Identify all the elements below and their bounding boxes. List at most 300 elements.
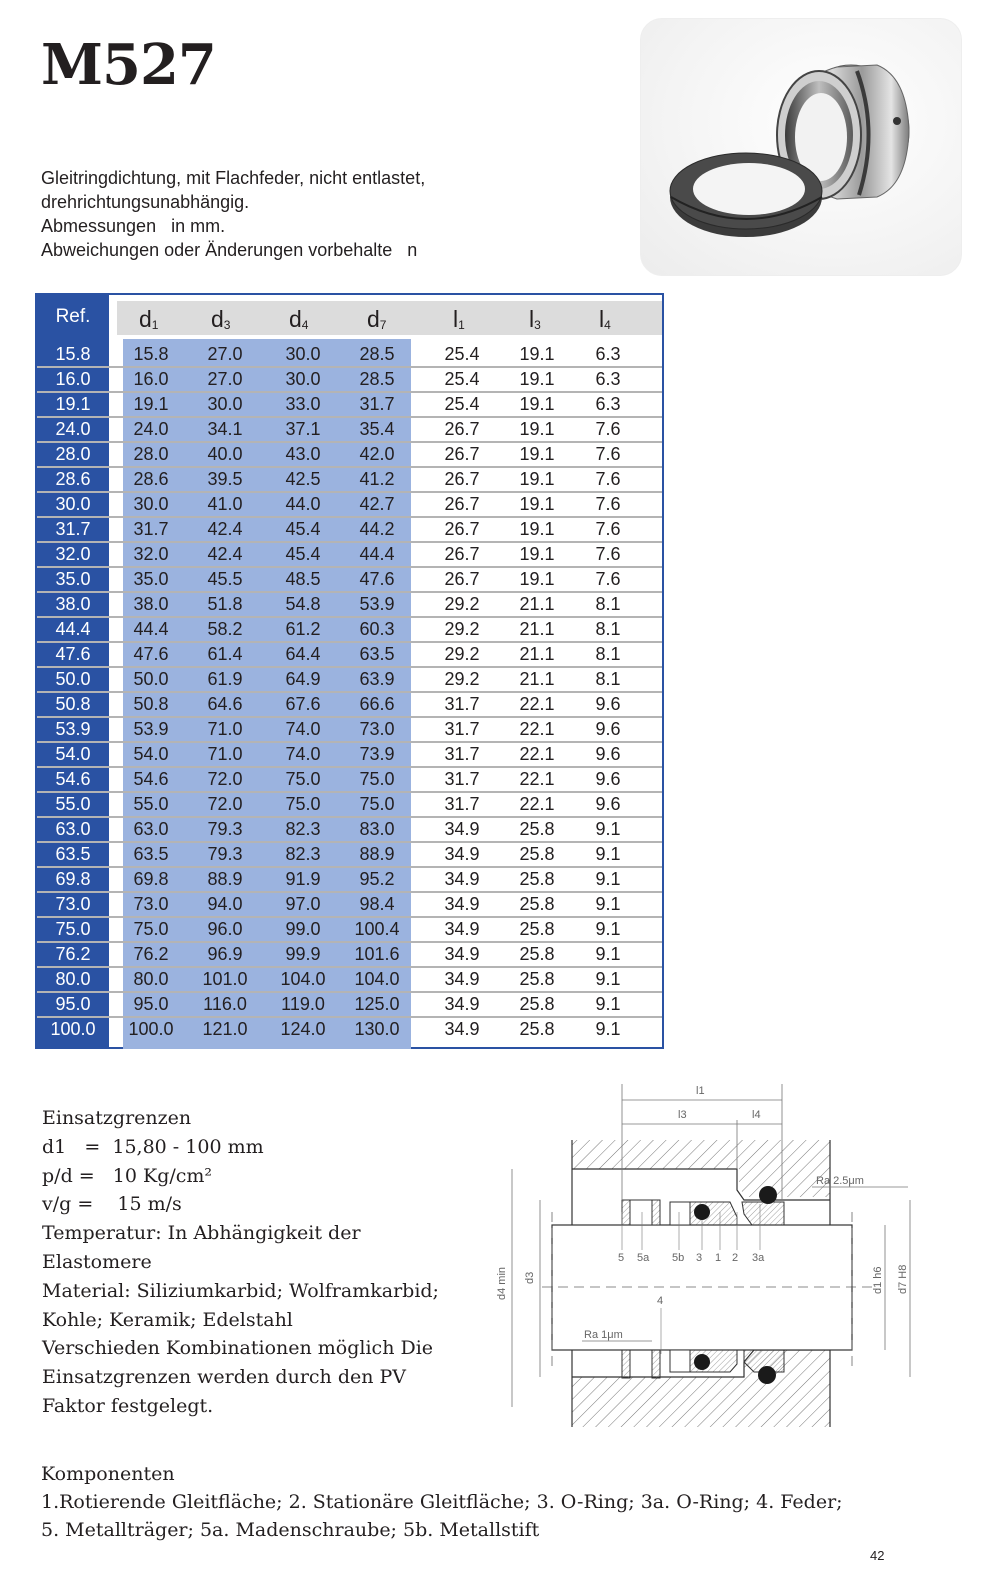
value-cell: 25.8: [519, 944, 555, 964]
value-cell: 100.4: [354, 919, 400, 939]
value-cell: 19.1: [519, 419, 555, 439]
table-row: [37, 842, 662, 867]
value-cell: 96.0: [207, 919, 243, 939]
value-cell: 37.1: [285, 419, 321, 439]
ref-cell: 63.5: [55, 844, 91, 864]
ref-cell: 73.0: [55, 894, 91, 914]
value-cell: 28.5: [359, 369, 395, 389]
ref-cell: 15.8: [55, 344, 91, 364]
value-cell: 34.9: [444, 944, 480, 964]
value-cell: 7.6: [595, 419, 621, 439]
header-l3: [529, 301, 541, 335]
operating-limits: [42, 1104, 439, 1421]
limits-line: p/d = 10 Kg/cm²: [42, 1164, 213, 1187]
value-cell: 6.3: [595, 394, 621, 414]
value-cell: 19.1: [519, 344, 555, 364]
table-header: [37, 295, 662, 339]
table-row: [37, 417, 662, 442]
value-cell: 9.1: [595, 894, 621, 914]
value-cell: 26.7: [444, 494, 480, 514]
value-cell: 38.0: [133, 594, 169, 614]
value-cell: 67.6: [285, 694, 321, 714]
value-cell: 50.8: [133, 694, 169, 714]
value-cell: 19.1: [519, 494, 555, 514]
table-row: [37, 592, 662, 617]
header-d3: [211, 301, 230, 335]
value-cell: 31.7: [444, 744, 480, 764]
table-row: [37, 517, 662, 542]
header-base: d: [367, 306, 380, 332]
value-cell: 29.2: [444, 619, 480, 639]
value-cell: 7.6: [595, 444, 621, 464]
value-cell: 60.3: [359, 619, 395, 639]
dim-l4: l4: [752, 1109, 761, 1121]
mechanical-seal-photo-icon: [641, 19, 961, 275]
ref-cell: 63.0: [55, 819, 91, 839]
value-cell: 9.6: [595, 694, 621, 714]
header-sub: 3: [223, 318, 231, 332]
table-row: [37, 667, 662, 692]
ref-cell: 76.2: [55, 944, 91, 964]
table-row: [37, 867, 662, 892]
components-line: 5. Metallträger; 5a. Madenschraube; 5b. Metallstift: [41, 1519, 540, 1541]
value-cell: 16.0: [133, 369, 169, 389]
value-cell: 25.8: [519, 919, 555, 939]
value-cell: 19.1: [133, 394, 169, 414]
description-line: Abweichungen oder Änderungen vorbehalte n: [41, 240, 418, 260]
value-cell: 82.3: [285, 819, 321, 839]
table-row: [37, 1017, 662, 1042]
value-cell: 54.8: [285, 594, 321, 614]
header-base: d: [139, 306, 152, 332]
value-cell: 88.9: [207, 869, 243, 889]
value-cell: 99.9: [285, 944, 321, 964]
table-row: [37, 767, 662, 792]
table-row: [37, 442, 662, 467]
value-cell: 27.0: [207, 344, 243, 364]
value-cell: 98.4: [359, 894, 395, 914]
table-row: [37, 492, 662, 517]
value-cell: 32.0: [133, 544, 169, 564]
dim-d7-h8: d7 H8: [897, 1264, 909, 1294]
value-cell: 44.4: [133, 619, 169, 639]
dim-l1: l1: [696, 1085, 705, 1097]
value-cell: 28.0: [133, 444, 169, 464]
value-cell: 34.9: [444, 1019, 480, 1039]
ref-cell: 28.6: [55, 469, 91, 489]
value-cell: 101.0: [202, 969, 248, 989]
value-cell: 25.8: [519, 844, 555, 864]
value-cell: 30.0: [207, 394, 243, 414]
header-base: l: [599, 306, 605, 332]
limits-line: Einsatzgrenzen werden durch den PV: [42, 1366, 407, 1389]
value-cell: 72.0: [207, 794, 243, 814]
ref-cell: 100.0: [50, 1019, 96, 1039]
value-cell: 71.0: [207, 719, 243, 739]
value-cell: 30.0: [133, 494, 169, 514]
value-cell: 44.4: [359, 544, 395, 564]
value-cell: 96.9: [207, 944, 243, 964]
value-cell: 9.1: [595, 844, 621, 864]
limits-line: d1 = 15,80 - 100 mm: [42, 1135, 264, 1158]
value-cell: 31.7: [444, 719, 480, 739]
value-cell: 22.1: [519, 744, 555, 764]
header-sub: 1: [151, 318, 159, 332]
ref-cell: 24.0: [55, 419, 91, 439]
value-cell: 9.6: [595, 794, 621, 814]
ref-cell: 95.0: [55, 994, 91, 1014]
value-cell: 35.4: [359, 419, 395, 439]
value-cell: 26.7: [444, 569, 480, 589]
value-cell: 9.1: [595, 819, 621, 839]
value-cell: 25.8: [519, 894, 555, 914]
value-cell: 9.1: [595, 1019, 621, 1039]
value-cell: 47.6: [359, 569, 395, 589]
value-cell: 94.0: [207, 894, 243, 914]
value-cell: 35.0: [133, 569, 169, 589]
value-cell: 25.8: [519, 969, 555, 989]
table-row: [37, 392, 662, 417]
limits-line: Material: Siliziumkarbid; Wolframkarbid;: [42, 1279, 439, 1302]
value-cell: 53.9: [359, 594, 395, 614]
seal-cross-section-icon: [492, 1072, 912, 1432]
value-cell: 22.1: [519, 769, 555, 789]
value-cell: 64.4: [285, 644, 321, 664]
value-cell: 130.0: [354, 1019, 400, 1039]
value-cell: 83.0: [359, 819, 395, 839]
table-row: [37, 742, 662, 767]
value-cell: 22.1: [519, 694, 555, 714]
ref-cell: 50.0: [55, 669, 91, 689]
value-cell: 73.0: [133, 894, 169, 914]
value-cell: 75.0: [359, 769, 395, 789]
value-cell: 22.1: [519, 719, 555, 739]
ref-cell: 30.0: [55, 494, 91, 514]
limits-line: Kohle; Keramik; Edelstahl: [42, 1308, 293, 1331]
part-label-4: 4: [657, 1295, 664, 1307]
value-cell: 44.0: [285, 494, 321, 514]
value-cell: 21.1: [519, 669, 555, 689]
value-cell: 34.9: [444, 844, 480, 864]
value-cell: 95.0: [133, 994, 169, 1014]
table-row: [37, 942, 662, 967]
value-cell: 26.7: [444, 544, 480, 564]
value-cell: 75.0: [285, 794, 321, 814]
value-cell: 34.9: [444, 994, 480, 1014]
value-cell: 8.1: [595, 644, 621, 664]
ref-cell: 53.9: [55, 719, 91, 739]
part-label: 5: [618, 1252, 625, 1264]
table-row: [37, 567, 662, 592]
value-cell: 42.7: [359, 494, 395, 514]
value-cell: 58.2: [207, 619, 243, 639]
value-cell: 45.4: [285, 544, 321, 564]
value-cell: 31.7: [444, 769, 480, 789]
table-row: [37, 342, 662, 367]
value-cell: 73.9: [359, 744, 395, 764]
header-d1: [139, 301, 158, 335]
value-cell: 45.4: [285, 519, 321, 539]
header-l1: [453, 301, 465, 335]
ref-cell: 55.0: [55, 794, 91, 814]
table-row: [37, 817, 662, 842]
value-cell: 99.0: [285, 919, 321, 939]
value-cell: 80.0: [133, 969, 169, 989]
value-cell: 7.6: [595, 469, 621, 489]
value-cell: 21.1: [519, 644, 555, 664]
value-cell: 121.0: [202, 1019, 248, 1039]
value-cell: 72.0: [207, 769, 243, 789]
value-cell: 34.9: [444, 969, 480, 989]
product-description: [41, 166, 425, 262]
part-label: 3: [696, 1252, 703, 1264]
value-cell: 15.8: [133, 344, 169, 364]
value-cell: 55.0: [133, 794, 169, 814]
value-cell: 40.0: [207, 444, 243, 464]
value-cell: 34.9: [444, 894, 480, 914]
description-line: Abmessungen in mm.: [41, 216, 226, 236]
value-cell: 34.9: [444, 869, 480, 889]
value-cell: 25.4: [444, 344, 480, 364]
value-cell: 26.7: [444, 444, 480, 464]
header-d7: [367, 301, 386, 335]
value-cell: 50.0: [133, 669, 169, 689]
page-number: 42: [870, 1548, 885, 1563]
technical-drawing: [492, 1072, 912, 1432]
ref-cell: 75.0: [55, 919, 91, 939]
value-cell: 75.0: [133, 919, 169, 939]
value-cell: 29.2: [444, 594, 480, 614]
table-row: [37, 467, 662, 492]
ref-cell: 28.0: [55, 444, 91, 464]
value-cell: 73.0: [359, 719, 395, 739]
table-row: [37, 992, 662, 1017]
limits-line: Einsatzgrenzen: [42, 1107, 192, 1129]
table-row: [37, 967, 662, 992]
value-cell: 61.4: [207, 644, 243, 664]
value-cell: 9.1: [595, 919, 621, 939]
value-cell: 29.2: [444, 644, 480, 664]
value-cell: 27.0: [207, 369, 243, 389]
value-cell: 34.9: [444, 819, 480, 839]
header-d4: [289, 301, 308, 335]
value-cell: 42.5: [285, 469, 321, 489]
value-cell: 9.1: [595, 869, 621, 889]
limits-line: v/g = 15 m/s: [42, 1193, 182, 1216]
value-cell: 9.6: [595, 719, 621, 739]
value-cell: 19.1: [519, 394, 555, 414]
value-cell: 61.9: [207, 669, 243, 689]
value-cell: 75.0: [285, 769, 321, 789]
limits-line: Elastomere: [42, 1250, 152, 1273]
value-cell: 104.0: [354, 969, 400, 989]
value-cell: 30.0: [285, 369, 321, 389]
value-cell: 9.6: [595, 769, 621, 789]
value-cell: 125.0: [354, 994, 400, 1014]
components-line: 1.Rotierende Gleitfläche; 2. Stationäre Gleitfläche; 3. O-Ring; 3a. O-Ring; 4. Feder;: [41, 1491, 843, 1513]
value-cell: 53.9: [133, 719, 169, 739]
value-cell: 19.1: [519, 519, 555, 539]
value-cell: 6.3: [595, 369, 621, 389]
value-cell: 74.0: [285, 719, 321, 739]
value-cell: 54.0: [133, 744, 169, 764]
value-cell: 100.0: [128, 1019, 174, 1039]
value-cell: 79.3: [207, 819, 243, 839]
header-base: l: [453, 306, 459, 332]
value-cell: 8.1: [595, 594, 621, 614]
header-sub: 4: [301, 318, 309, 332]
ref-cell: 44.4: [55, 619, 91, 639]
dimensions-table: [35, 293, 664, 1049]
value-cell: 21.1: [519, 594, 555, 614]
ref-cell: 69.8: [55, 869, 91, 889]
value-cell: 9.1: [595, 969, 621, 989]
value-cell: 34.9: [444, 919, 480, 939]
value-cell: 28.6: [133, 469, 169, 489]
value-cell: 124.0: [280, 1019, 326, 1039]
components-heading: Komponenten: [41, 1463, 175, 1485]
limits-line: Verschieden Kombinationen möglich Die: [42, 1337, 434, 1360]
table-row: [37, 642, 662, 667]
header-sub: 4: [604, 318, 611, 332]
value-cell: 9.6: [595, 744, 621, 764]
value-cell: 97.0: [285, 894, 321, 914]
header-base: d: [211, 306, 224, 332]
value-cell: 43.0: [285, 444, 321, 464]
header-sub: 1: [458, 318, 465, 332]
value-cell: 25.8: [519, 994, 555, 1014]
value-cell: 45.5: [207, 569, 243, 589]
part-label: 5b: [672, 1252, 685, 1264]
value-cell: 28.5: [359, 344, 395, 364]
header-l4: [599, 301, 611, 335]
value-cell: 69.8: [133, 869, 169, 889]
value-cell: 42.0: [359, 444, 395, 464]
value-cell: 104.0: [280, 969, 326, 989]
value-cell: 29.2: [444, 669, 480, 689]
value-cell: 66.6: [359, 694, 395, 714]
value-cell: 48.5: [285, 569, 321, 589]
table-row: [37, 892, 662, 917]
value-cell: 101.6: [354, 944, 400, 964]
value-cell: 9.1: [595, 994, 621, 1014]
ref-cell: 50.8: [55, 694, 91, 714]
ref-cell: 31.7: [55, 519, 91, 539]
ref-cell: 35.0: [55, 569, 91, 589]
value-cell: 82.3: [285, 844, 321, 864]
components-list: [41, 1460, 843, 1544]
dim-d4-min: d4 min: [496, 1266, 508, 1300]
value-cell: 22.1: [519, 794, 555, 814]
limits-line: Temperatur: In Abhängigkeit der: [42, 1222, 361, 1245]
value-cell: 31.7: [133, 519, 169, 539]
value-cell: 75.0: [359, 794, 395, 814]
header-sub: 3: [534, 318, 541, 332]
value-cell: 19.1: [519, 544, 555, 564]
header-sub: 7: [379, 318, 387, 332]
description-line: drehrichtungsunabhängig.: [41, 192, 250, 212]
value-cell: 19.1: [519, 569, 555, 589]
value-cell: 41.2: [359, 469, 395, 489]
value-cell: 63.5: [359, 644, 395, 664]
value-cell: 39.5: [207, 469, 243, 489]
value-cell: 7.6: [595, 494, 621, 514]
value-cell: 19.1: [519, 369, 555, 389]
ref-cell: 32.0: [55, 544, 91, 564]
table-row: [37, 792, 662, 817]
value-cell: 79.3: [207, 844, 243, 864]
part-label: 2: [732, 1252, 739, 1264]
roughness-bottom: Ra 1μm: [584, 1329, 623, 1341]
ref-cell: 47.6: [55, 644, 91, 664]
table-row: [37, 367, 662, 392]
value-cell: 19.1: [519, 444, 555, 464]
value-cell: 31.7: [444, 794, 480, 814]
value-cell: 64.6: [207, 694, 243, 714]
product-photo: [640, 18, 962, 276]
ref-cell: 80.0: [55, 969, 91, 989]
roughness-top: Ra 2.5μm: [816, 1175, 864, 1187]
value-cell: 33.0: [285, 394, 321, 414]
value-cell: 19.1: [519, 469, 555, 489]
value-cell: 31.7: [359, 394, 395, 414]
value-cell: 42.4: [207, 519, 243, 539]
value-cell: 41.0: [207, 494, 243, 514]
value-cell: 64.9: [285, 669, 321, 689]
value-cell: 25.8: [519, 1019, 555, 1039]
ref-cell: 19.1: [55, 394, 91, 414]
header-base: l: [529, 306, 535, 332]
table-row: [37, 917, 662, 942]
value-cell: 74.0: [285, 744, 321, 764]
value-cell: 26.7: [444, 469, 480, 489]
table-row: [37, 542, 662, 567]
limits-line: Faktor festgelegt.: [42, 1394, 214, 1417]
value-cell: 31.7: [444, 694, 480, 714]
value-cell: 71.0: [207, 744, 243, 764]
value-cell: 8.1: [595, 669, 621, 689]
value-cell: 21.1: [519, 619, 555, 639]
header-base: d: [289, 306, 302, 332]
part-label: 5a: [637, 1252, 650, 1264]
header-columns: [117, 301, 662, 335]
table-row: [37, 717, 662, 742]
value-cell: 25.8: [519, 819, 555, 839]
part-label: 1: [715, 1252, 722, 1264]
value-cell: 51.8: [207, 594, 243, 614]
value-cell: 25.4: [444, 369, 480, 389]
value-cell: 119.0: [281, 994, 325, 1014]
value-cell: 63.5: [133, 844, 169, 864]
value-cell: 63.0: [133, 819, 169, 839]
value-cell: 34.1: [207, 419, 243, 439]
value-cell: 63.9: [359, 669, 395, 689]
value-cell: 9.1: [595, 944, 621, 964]
part-label: 3a: [752, 1252, 765, 1264]
value-cell: 47.6: [133, 644, 169, 664]
dim-d3: d3: [524, 1271, 536, 1284]
product-title: M527: [41, 32, 216, 98]
value-cell: 76.2: [133, 944, 169, 964]
ref-cell: 38.0: [55, 594, 91, 614]
value-cell: 26.7: [444, 519, 480, 539]
dim-l3: l3: [678, 1109, 687, 1121]
ref-cell: 54.0: [55, 744, 91, 764]
value-cell: 54.6: [133, 769, 169, 789]
value-cell: 61.2: [285, 619, 321, 639]
value-cell: 44.2: [359, 519, 395, 539]
value-cell: 25.8: [519, 869, 555, 889]
